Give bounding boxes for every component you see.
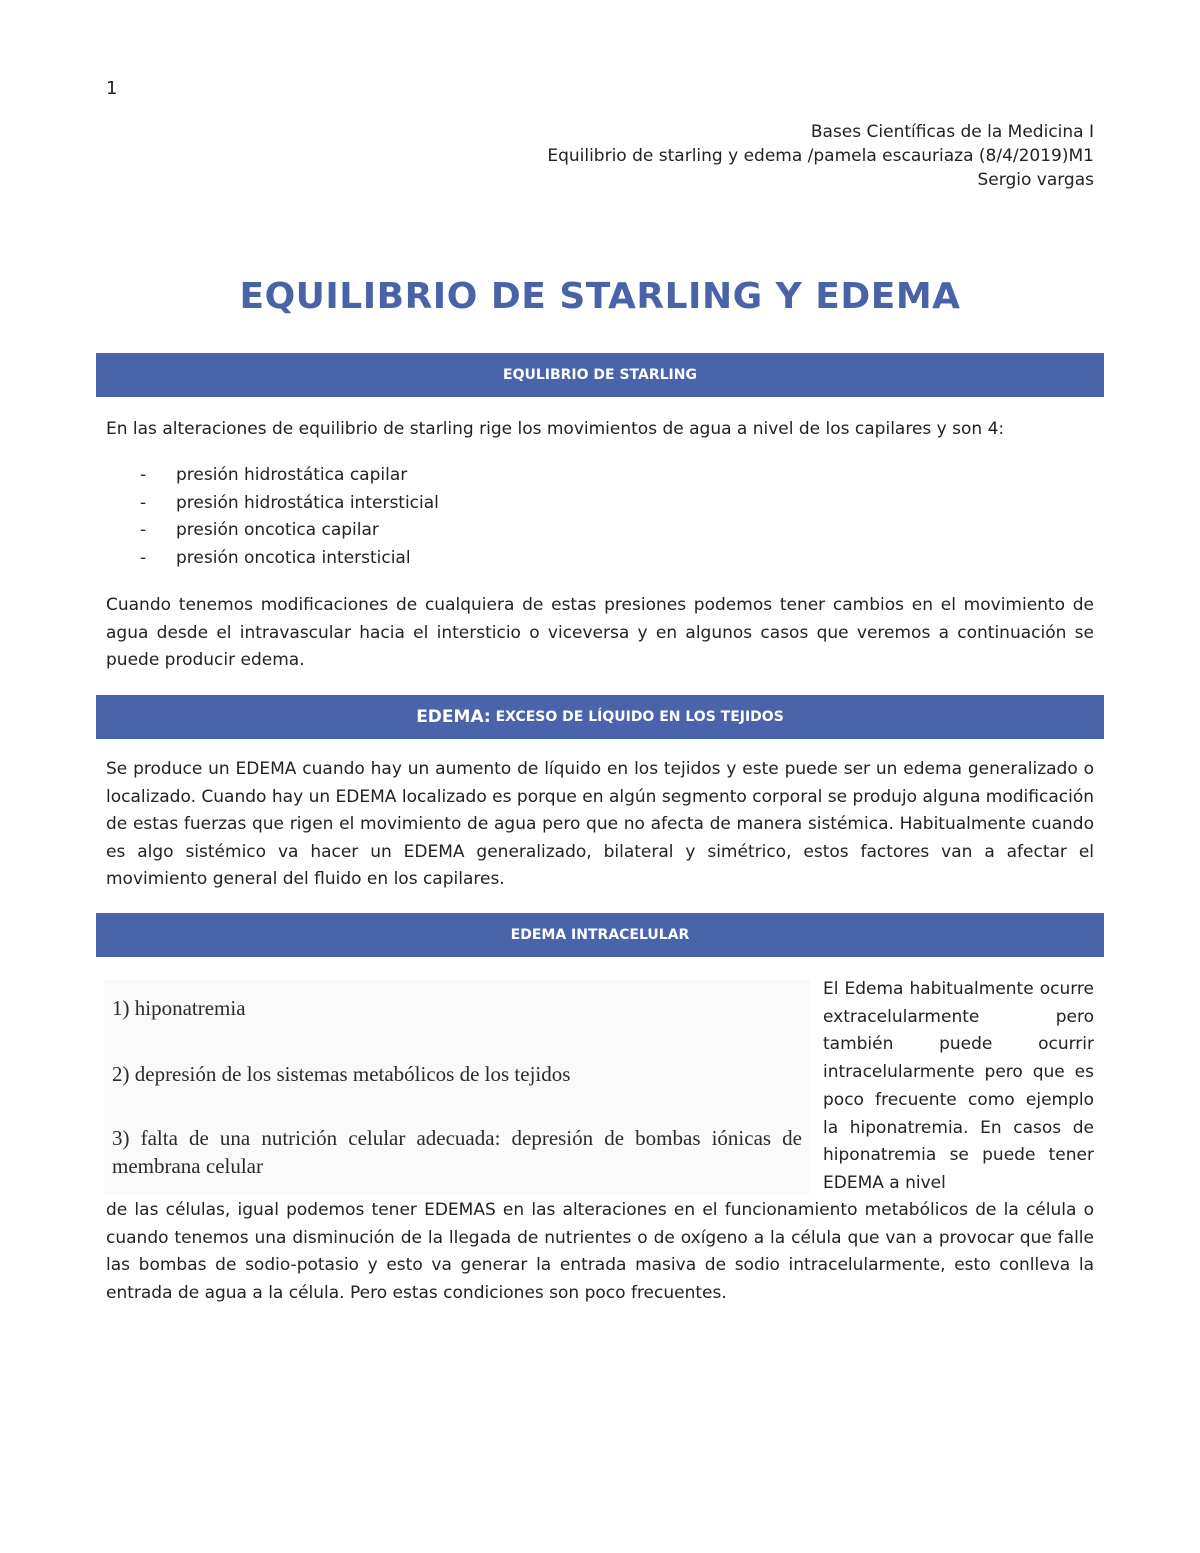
pressure-list: [106, 462, 439, 572]
list-dash: -: [140, 520, 147, 540]
header-course: Bases Científicas de la Medicina I: [810, 122, 1094, 142]
section-heading-edema: [96, 695, 1104, 739]
section-heading-intracelular-label: EDEMA INTRACELULAR: [510, 927, 690, 943]
list-item-text: presión oncotica intersticial: [176, 547, 411, 568]
list-item: [106, 517, 439, 545]
list-item: [106, 462, 439, 490]
image-line-1: 1) hiponatremia: [112, 996, 246, 1020]
section-heading-edema-sub: EXCESO DE LÍQUIDO EN LOS TEJIDOS: [495, 709, 784, 725]
causes-image: [104, 980, 810, 1195]
list-dash: -: [140, 465, 147, 485]
page-number: 1: [106, 78, 118, 99]
starling-intro: En las alteraciones de equilibrio de starling rige los movimientos de agua a nivel de los capilares y son 4:: [106, 419, 1005, 439]
list-item: [106, 490, 439, 518]
list-item: [106, 545, 439, 573]
image-line-3: 3) falta de una nutrición celular adecuada: depresión de bombas iónicas de membrana celular: [112, 1126, 802, 1178]
section-heading-starling: [96, 353, 1104, 397]
intracelular-side-text: El Edema habitualmente ocurre extracelularmente pero también puede ocurrir intracelularmente pero que es poco frecuente como ejemplo la hiponatremia. En casos de hiponatremia se puede tener EDEMA a nivel: [823, 979, 1094, 1193]
page-title: EQUILIBRIO DE STARLING Y EDEMA: [239, 276, 961, 317]
list-item-text: presión hidrostática capilar: [176, 465, 408, 485]
document-header: [547, 120, 1094, 192]
section-heading-starling-label: EQULIBRIO DE STARLING: [503, 367, 697, 383]
image-line-2: 2) depresión de los sistemas metabólicos de los tejidos: [112, 1062, 571, 1086]
list-dash: -: [140, 547, 147, 568]
list-item-text: presión oncotica capilar: [176, 520, 379, 540]
intracelular-continued-text: de las células, igual podemos tener EDEMAS en las alteraciones en el funcionamiento metabólicos de la célula o cuando tenemos una disminución de la llegada de nutrientes o de oxígeno a la célula que van a provocar que falle las bombas de sodio-potasio y esto va generar la entrada masiva de sodio intracelularmente, esto conlleva la entrada de agua a la célula. Pero estas condiciones son poco frecuentes.: [106, 1200, 1094, 1304]
edema-body: Se produce un EDEMA cuando hay un aumento de líquido en los tejidos y este puede ser un edema generalizado o localizado. Cuando hay un EDEMA localizado es porque en algún segmento corporal se produjo alguna modificación de estas fuerzas que rigen el movimiento de agua pero que no afecta de manera sistémica. Habitualmente cuando es algo sistémico va hacer un EDEMA generalizado, bilateral y simétrico, estos factores van a afectar el movimiento general del fluido en los capilares.: [106, 759, 1094, 890]
list-item-text: presión hidrostática intersticial: [176, 492, 439, 513]
list-dash: -: [140, 492, 147, 513]
starling-closing: Cuando tenemos modificaciones de cualquiera de estas presiones podemos tener cambios en el movimiento de agua desde el intravascular hacia el intersticio o viceversa y en algunos casos que veremos a continuación se puede producir edema.: [106, 595, 1094, 671]
section-heading-intracelular: [96, 913, 1104, 957]
header-topic: Equilibrio de starling y edema /pamela escauriaza (8/4/2019)M1: [547, 146, 1094, 166]
header-author: Sergio vargas: [977, 170, 1094, 190]
section-heading-edema-main: EDEMA:: [416, 707, 491, 727]
